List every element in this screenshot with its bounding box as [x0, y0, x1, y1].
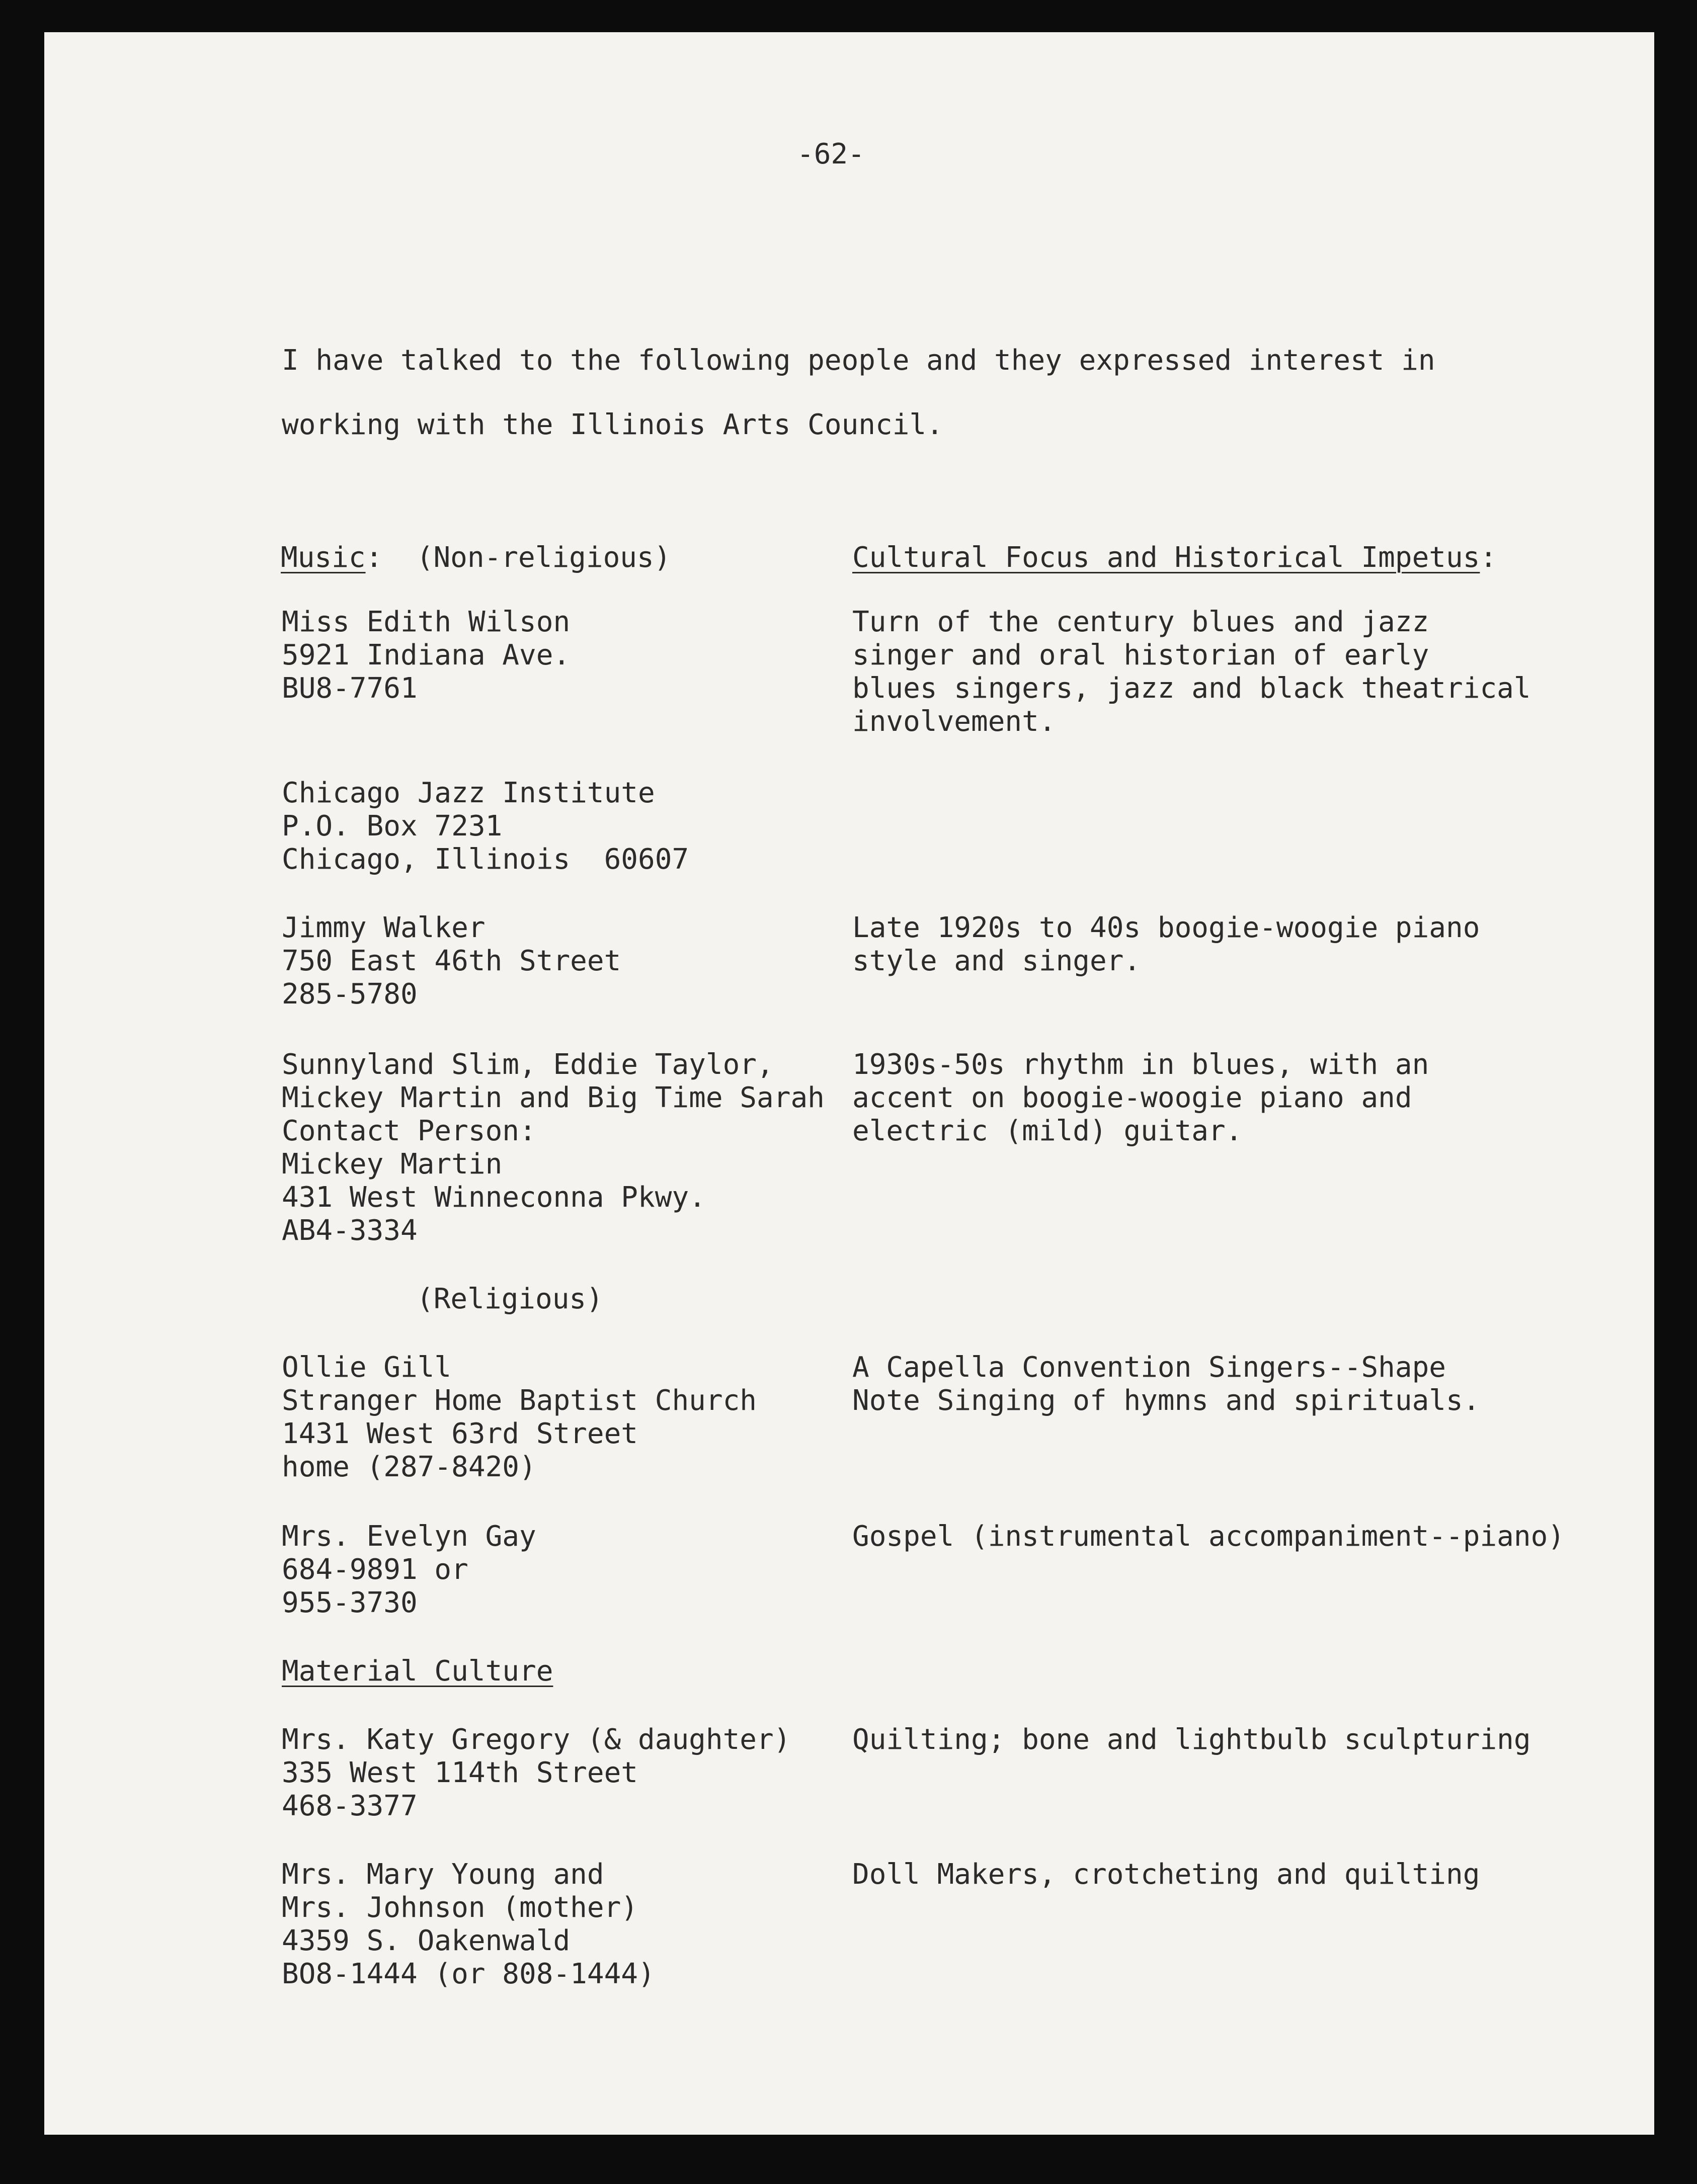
focus-line: 1930s-50s rhythm in blues, with an: [852, 1048, 1429, 1081]
contact-line: BU8-7761: [282, 672, 418, 705]
contact-line: Mrs. Katy Gregory (& daughter): [282, 1723, 791, 1756]
contact-line: Mickey Martin: [282, 1148, 503, 1181]
contact-line: 1431 West 63rd Street: [282, 1417, 638, 1450]
cultural-focus-colon: :: [1480, 541, 1497, 574]
music-qualifier: : (Non-religious): [365, 541, 671, 574]
focus-line: accent on boogie-woogie piano and: [852, 1081, 1412, 1114]
contact-line: 750 East 46th Street: [282, 945, 621, 977]
focus-line: Turn of the century blues and jazz: [852, 606, 1429, 638]
contact-line: 431 West Winneconna Pkwy.: [282, 1181, 706, 1214]
focus-walker: [852, 911, 1480, 978]
focus-gay: [852, 1520, 1565, 1553]
contact-line: Miss Edith Wilson: [282, 606, 571, 638]
contact-line: 955-3730: [282, 1586, 418, 1619]
contact-line: Mrs. Johnson (mother): [282, 1891, 638, 1924]
contact-wilson: [282, 606, 570, 705]
focus-wilson: [852, 606, 1531, 738]
music-header: [281, 541, 671, 574]
contact-line: Sunnyland Slim, Eddie Taylor,: [282, 1048, 774, 1081]
contact-line: AB4-3334: [282, 1214, 418, 1247]
contact-line: 285-5780: [282, 978, 418, 1011]
music-label: Music: [281, 541, 366, 574]
focus-line: Note Singing of hymns and spirituals.: [852, 1384, 1480, 1417]
focus-line: singer and oral historian of early: [852, 639, 1429, 671]
contact-gay: [282, 1520, 536, 1620]
focus-line: style and singer.: [852, 945, 1141, 977]
contact-gill: [282, 1351, 757, 1484]
contact-line: 4359 S. Oakenwald: [282, 1924, 571, 1957]
focus-line: Late 1920s to 40s boogie-woogie piano: [852, 911, 1480, 944]
material-culture-header: Material Culture: [282, 1655, 553, 1688]
contact-line: 335 West 114th Street: [282, 1756, 638, 1789]
contact-line: home (287-8420): [282, 1451, 536, 1483]
focus-line: blues singers, jazz and black theatrical: [852, 672, 1531, 705]
document-page: [44, 32, 1654, 2135]
contact-sunnyland: [282, 1048, 825, 1247]
focus-line: involvement.: [852, 705, 1056, 738]
contact-line: P.O. Box 7231: [282, 810, 503, 843]
contact-line: Mickey Martin and Big Time Sarah: [282, 1081, 825, 1114]
focus-line: Doll Makers, crotcheting and quilting: [852, 1858, 1480, 1891]
focus-sunnyland: [852, 1048, 1429, 1148]
focus-line: Gospel (instrumental accompaniment--piano): [852, 1520, 1565, 1553]
focus-gregory: [852, 1723, 1531, 1756]
contact-line: Chicago, Illinois 60607: [282, 843, 689, 876]
contact-chicago-jazz-institute: [282, 777, 689, 876]
intro-line-2: working with the Illinois Arts Council.: [282, 408, 943, 441]
contact-line: Stranger Home Baptist Church: [282, 1384, 757, 1417]
contact-line: 5921 Indiana Ave.: [282, 639, 571, 671]
contact-gregory: [282, 1723, 790, 1823]
contact-line: Ollie Gill: [282, 1351, 452, 1384]
contact-line: Mrs. Mary Young and: [282, 1858, 604, 1891]
contact-young: [282, 1858, 655, 1991]
cultural-focus-header: [852, 541, 1497, 574]
intro-line-1: I have talked to the following people and they expressed interest in: [282, 344, 1435, 377]
cultural-focus-label: Cultural Focus and Historical Impetus: [852, 541, 1480, 574]
focus-line: A Capella Convention Singers--Shape: [852, 1351, 1446, 1384]
contact-line: 468-3377: [282, 1790, 418, 1822]
focus-young: [852, 1858, 1480, 1891]
contact-walker: [282, 911, 621, 1011]
contact-line: Jimmy Walker: [282, 911, 486, 944]
focus-line: Quilting; bone and lightbulb sculpturing: [852, 1723, 1531, 1756]
contact-line: BO8-1444 (or 808-1444): [282, 1958, 655, 1990]
focus-gill: [852, 1351, 1480, 1417]
contact-line: Mrs. Evelyn Gay: [282, 1520, 536, 1553]
page-number: -62-: [797, 138, 865, 171]
focus-line: electric (mild) guitar.: [852, 1115, 1243, 1147]
contact-line: Chicago Jazz Institute: [282, 777, 655, 809]
contact-line: 684-9891 or: [282, 1553, 468, 1586]
religious-header: (Religious): [417, 1283, 603, 1315]
contact-line: Contact Person:: [282, 1115, 536, 1147]
